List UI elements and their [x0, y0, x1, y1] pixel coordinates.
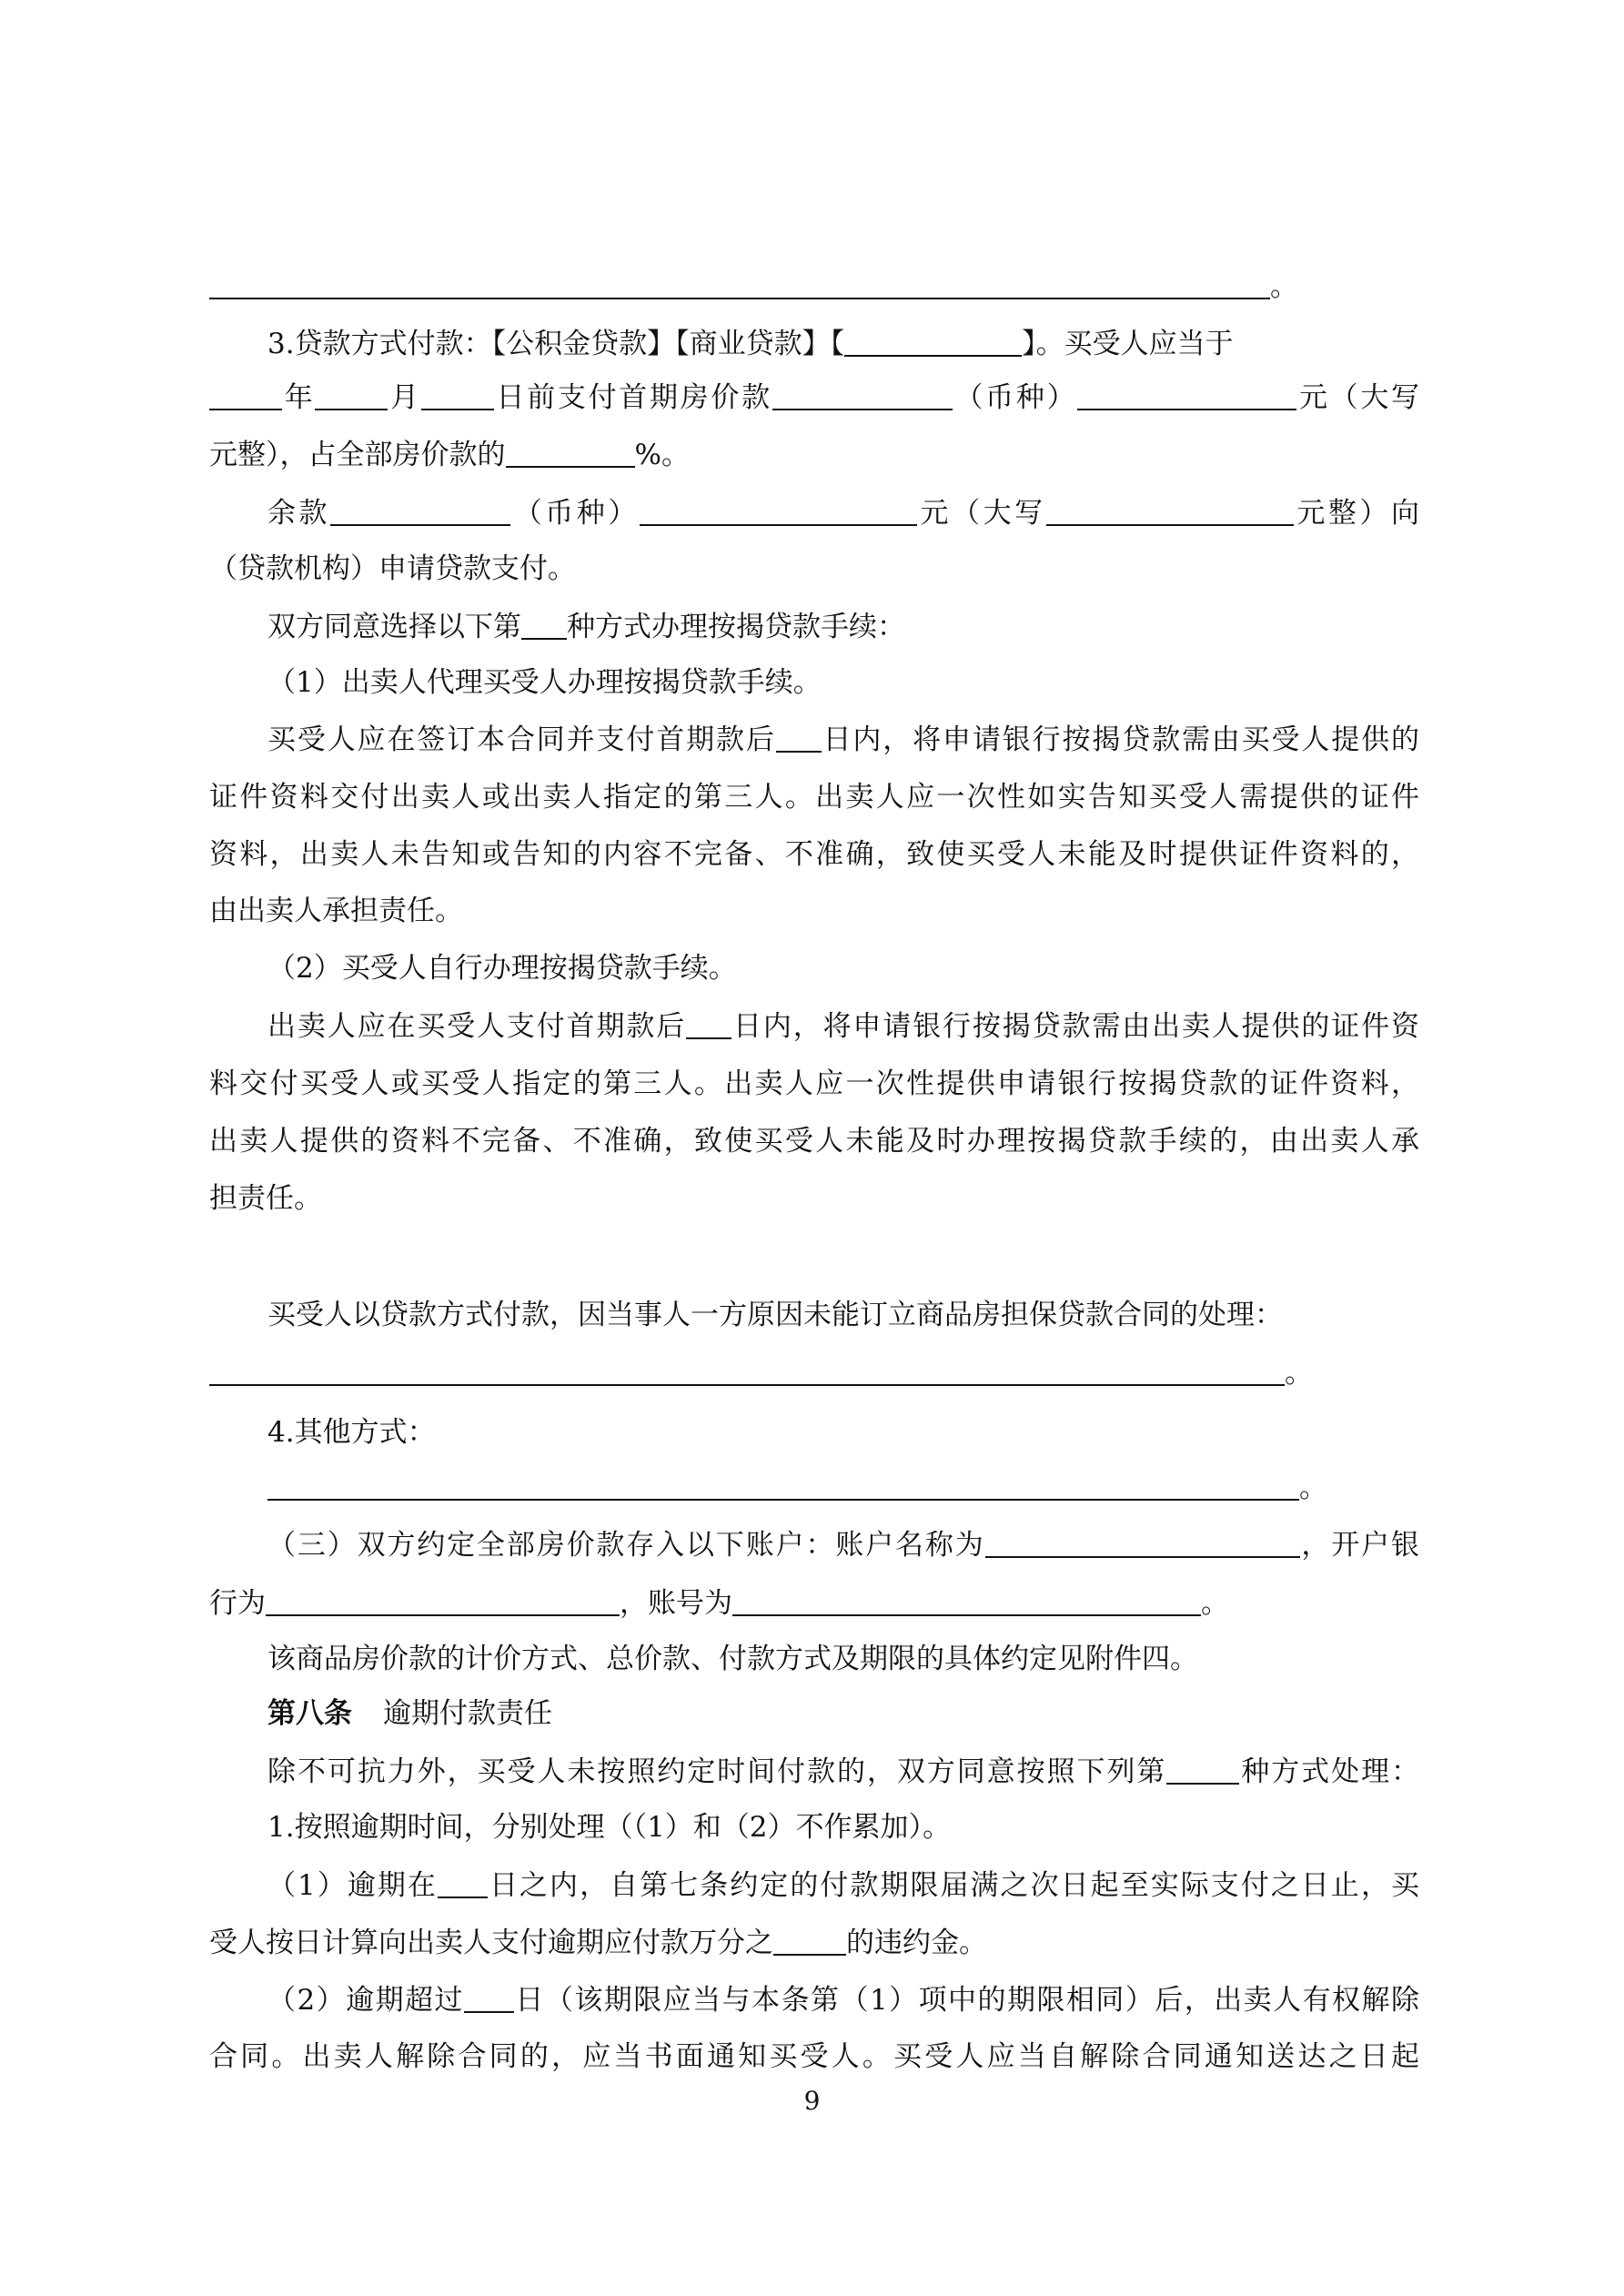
- text-segment: 元整）向: [1293, 497, 1419, 530]
- text-segment: 该商品房价款的计价方式、总价款、付款方式及期限的具体约定见附件四。: [267, 1643, 1198, 1675]
- article-heading: 第八条: [267, 1697, 352, 1730]
- text-line: [267, 1468, 1419, 1508]
- text-segment: （币种）: [510, 497, 640, 530]
- fill-in-blank[interactable]: [266, 1587, 620, 1616]
- text-segment: 。: [1270, 270, 1298, 303]
- text-line: [209, 834, 1419, 875]
- text-segment: 日内，将申请银行按揭贷款需由买受人提供的: [821, 723, 1419, 756]
- text-segment: 买受人应在签订本合同并支付首期款后: [267, 723, 776, 756]
- text-line: [209, 1121, 1419, 1161]
- text-segment: （1）逾期在: [267, 1869, 438, 1902]
- text-segment: 买受人以贷款方式付款，因当事人一方原因未能订立商品房担保贷款合同的处理：: [267, 1299, 1283, 1331]
- text-segment: 除不可抗力外，买受人未按照约定时间付款的，双方同意按照下列第: [267, 1755, 1167, 1788]
- text-segment: 双方同意选择以下第: [267, 611, 521, 643]
- text-segment: 。: [1285, 1357, 1313, 1390]
- text-line: [209, 1923, 1419, 1963]
- text-segment: 担责任。: [209, 1182, 322, 1215]
- text-line: [267, 607, 1419, 647]
- text-segment: ，账号为: [620, 1587, 732, 1620]
- fill-in-blank[interactable]: [776, 723, 822, 753]
- text-line: [267, 1866, 1419, 1906]
- fill-in-blank[interactable]: [1166, 1755, 1239, 1785]
- text-segment: 逾期付款责任: [383, 1697, 552, 1730]
- fill-in-blank[interactable]: [686, 1010, 731, 1039]
- text-line: [209, 891, 1419, 931]
- text-segment: 3.贷款方式付款：【公积金贷款】【商业贷款】【: [267, 328, 845, 360]
- text-segment: （三）双方约定全部房价款存入以下账户：账户名称为: [267, 1529, 985, 1562]
- text-segment: 日（该期限应当与本条第（1）项中的期限相同）后，出卖人有权解除: [513, 1984, 1419, 2017]
- text-segment: 4.其他方式：: [267, 1416, 436, 1449]
- text-line: [267, 493, 1419, 533]
- text-line: [209, 435, 1419, 475]
- text-segment: 元（大写: [916, 497, 1046, 530]
- fill-in-blank[interactable]: [209, 1357, 1285, 1386]
- fill-in-blank[interactable]: [506, 439, 635, 468]
- text-segment: 元整），占全部房价款的: [209, 439, 506, 471]
- text-segment: （1）出卖人代理买受人办理按揭贷款手续。: [267, 666, 822, 699]
- text-line: [267, 720, 1419, 760]
- text-line: [267, 663, 1419, 703]
- fill-in-blank[interactable]: [267, 1472, 1299, 1501]
- text-line: [267, 1295, 1419, 1335]
- text-line: [267, 324, 1419, 364]
- text-line: [209, 267, 1419, 307]
- text-segment: 】。买受人应当于: [1022, 328, 1234, 360]
- text-segment: 余款: [267, 497, 331, 530]
- text-segment: （2）逾期超过: [267, 1984, 464, 2017]
- text-line: [267, 1752, 1419, 1792]
- text-line: [209, 1583, 1419, 1623]
- text-segment: 年: [282, 381, 316, 414]
- text-line: [209, 549, 1419, 589]
- text-segment: ，开户银: [1299, 1529, 1420, 1562]
- text-segment: （2）买受人自行办理按揭贷款手续。: [267, 952, 737, 985]
- fill-in-blank[interactable]: [844, 328, 1022, 357]
- fill-in-blank[interactable]: [421, 381, 494, 410]
- text-line: [209, 1064, 1419, 1104]
- text-segment: 出卖人应在买受人支付首期款后: [267, 1010, 687, 1043]
- fill-in-blank[interactable]: [209, 270, 1270, 299]
- text-line: [267, 948, 1419, 988]
- fill-in-blank[interactable]: [1077, 381, 1296, 410]
- text-segment: 合同。出卖人解除合同的，应当书面通知买受人。买受人应当自解除合同通知送达之日起: [209, 2040, 1419, 2073]
- fill-in-blank[interactable]: [772, 381, 953, 410]
- fill-in-blank[interactable]: [1046, 497, 1294, 526]
- text-segment: 日内，将申请银行按揭贷款需由出卖人提供的证件资: [731, 1010, 1419, 1043]
- text-line: [209, 1178, 1419, 1219]
- text-line: [209, 378, 1419, 418]
- text-line: [267, 1639, 1419, 1679]
- text-line: [209, 777, 1419, 817]
- text-line: [267, 1412, 1419, 1452]
- page-number: 9: [803, 2086, 821, 2116]
- text-segment: （贷款机构）申请贷款支付。: [209, 552, 576, 585]
- fill-in-blank[interactable]: [438, 1869, 488, 1898]
- text-line: [209, 2037, 1419, 2077]
- fill-in-blank[interactable]: [640, 497, 917, 526]
- text-line: [267, 1006, 1419, 1047]
- text-segment: 种方式办理按揭贷款手续：: [567, 611, 905, 643]
- text-segment: 证件资料交付出卖人或出卖人指定的第三人。出卖人应一次性如实告知买受人需提供的证件: [209, 781, 1419, 814]
- text-segment: 由出卖人承担责任。: [209, 895, 463, 927]
- fill-in-blank[interactable]: [521, 611, 567, 640]
- text-line: [267, 1980, 1419, 2020]
- text-segment: 资料，出卖人未告知或告知的内容不完备、不准确，致使买受人未能及时提供证件资料的，: [209, 838, 1419, 871]
- fill-in-blank[interactable]: [985, 1529, 1300, 1558]
- fill-in-blank[interactable]: [330, 497, 510, 526]
- text-segment: 出卖人提供的资料不完备、不准确，致使买受人未能及时办理按揭贷款手续的，由出卖人承: [209, 1125, 1419, 1158]
- text-segment: 。: [1299, 1472, 1327, 1504]
- text-segment: %。: [634, 439, 690, 471]
- fill-in-blank[interactable]: [209, 381, 282, 410]
- text-segment: （币种）: [952, 381, 1078, 414]
- text-segment: 。: [1201, 1587, 1229, 1620]
- text-segment: 受人按日计算向出卖人支付逾期应付款万分之: [209, 1927, 773, 1959]
- text-segment: 日之内，自第七条约定的付款期限届满之次日起至实际支付之日止，买: [487, 1869, 1419, 1902]
- text-segment: 种方式处理：: [1239, 1755, 1420, 1788]
- text-line: [267, 1807, 1419, 1847]
- text-segment: 月: [388, 381, 421, 414]
- fill-in-blank[interactable]: [464, 1984, 514, 2013]
- fill-in-blank[interactable]: [315, 381, 388, 410]
- text-segment: 行为: [209, 1587, 266, 1620]
- text-segment: 1.按照逾期时间，分别处理（（1）和（2）不作累加）。: [267, 1811, 952, 1844]
- text-segment: 日前支付首期房价款: [493, 381, 772, 414]
- fill-in-blank[interactable]: [732, 1587, 1201, 1616]
- text-segment: 料交付买受人或买受人指定的第三人。出卖人应一次性提供申请银行按揭贷款的证件资料，: [209, 1067, 1419, 1100]
- text-segment: 的违约金。: [846, 1927, 987, 1959]
- text-line: [209, 1353, 1419, 1393]
- text-line: [267, 1694, 1419, 1734]
- text-line: [267, 1525, 1419, 1565]
- text-segment: 元（大写: [1296, 381, 1420, 414]
- fill-in-blank[interactable]: [773, 1927, 846, 1956]
